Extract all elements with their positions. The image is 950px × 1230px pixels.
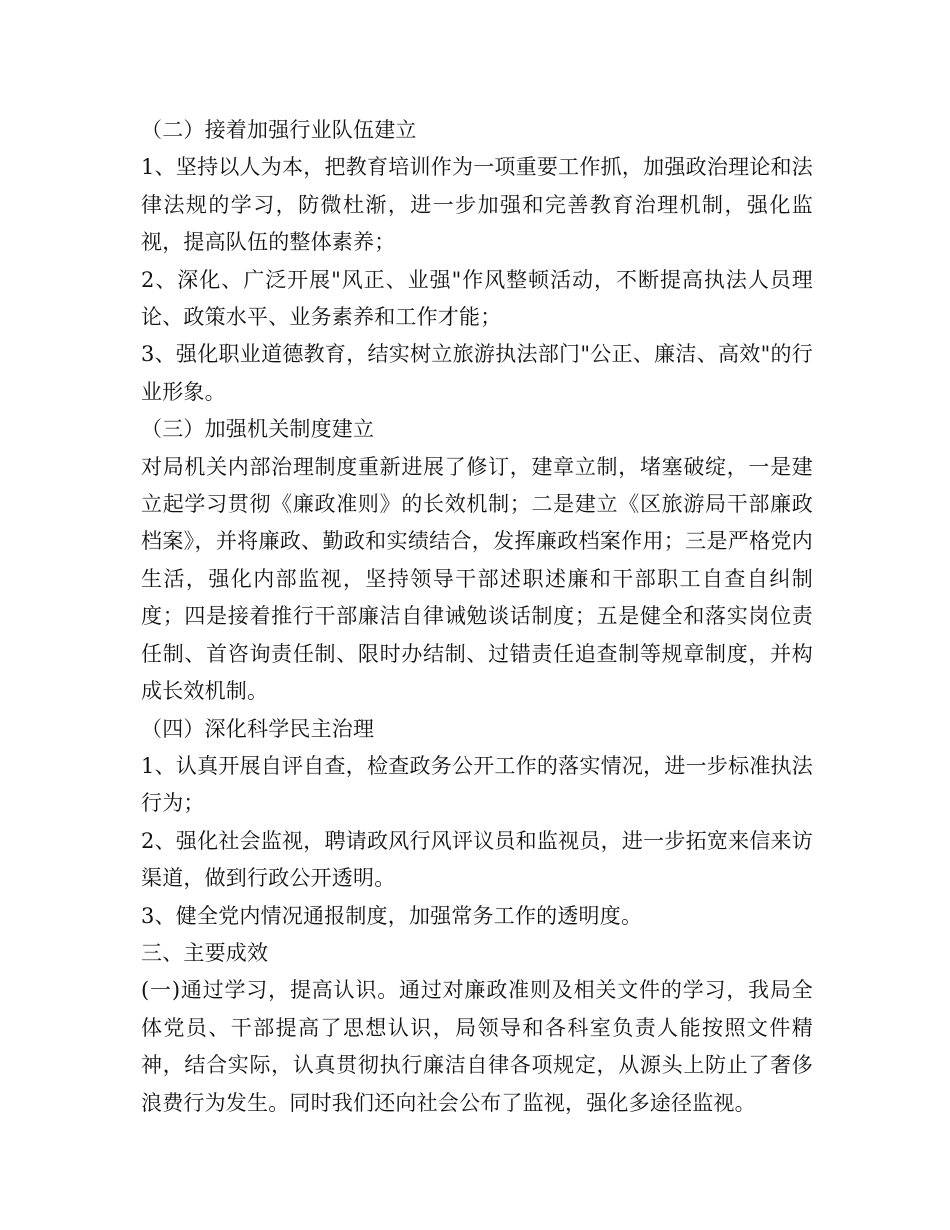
paragraph: 1、坚持以人为本，把教育培训作为一项重要工作抓，加强政治理论和法律法规的学习，防微杜渐，进一步加强和完善教育治理机制，强化监视，提高队伍的整体素养；	[141, 155, 813, 255]
paragraph: 3、强化职业道德教育，结实树立旅游执法部门"公正、廉洁、高效"的行业形象。	[141, 342, 813, 404]
section-heading-2: （二）接着加强行业队伍建立	[141, 118, 417, 142]
paragraph: 2、强化社会监视，聘请政风行风评议员和监视员，进一步拓宽来信来访渠道，做到行政公开透明。	[141, 828, 813, 891]
paragraph: 2、深化、广泛开展"风正、业强"作风整顿活动，不断提高执法人员理论、政策水平、业务素养和工作才能；	[141, 267, 813, 330]
section-heading-main-results: 三、主要成效	[141, 940, 269, 965]
paragraph: 1、认真开展自评自查，检查政务公开工作的落实情况，进一步标准执法行为；	[141, 753, 813, 816]
section-heading-3: （三）加强机关制度建立	[141, 417, 375, 442]
section-heading-4: （四）深化科学民主治理	[141, 716, 375, 741]
paragraph: 对局机关内部治理制度重新进展了修订，建章立制，堵塞破绽，一是建立起学习贯彻《廉政准则》的长效机制；二是建立《区旅游局干部廉政档案》，并将廉政、勤政和实绩结合，发挥廉政档案作用；三是严格党内生活，强化内部监视，坚持领导干部述职述廉和干部职工自查自纠制度；四是接着推行干部廉洁自律诫勉谈话制度；五是健全和落实岗位责任制、首咨询责任制、限时办结制、过错责任追查制等规章制度，并构成长效机制。	[141, 454, 813, 704]
paragraph: 3、健全党内情况通报制度，加强常务工作的透明度。	[141, 903, 643, 928]
paragraph: (一)通过学习，提高认识。通过对廉政准则及相关文件的学习，我局全体党员、干部提高了思想认识，局领导和各科室负责人能按照文件精神，结合实际，认真贯彻执行廉洁自律各项规定，从源头上防止了奢侈浪费行为发生。同时我们还向社会公布了监视，强化多途径监视。	[141, 978, 813, 1115]
document-body	[141, 112, 813, 1122]
